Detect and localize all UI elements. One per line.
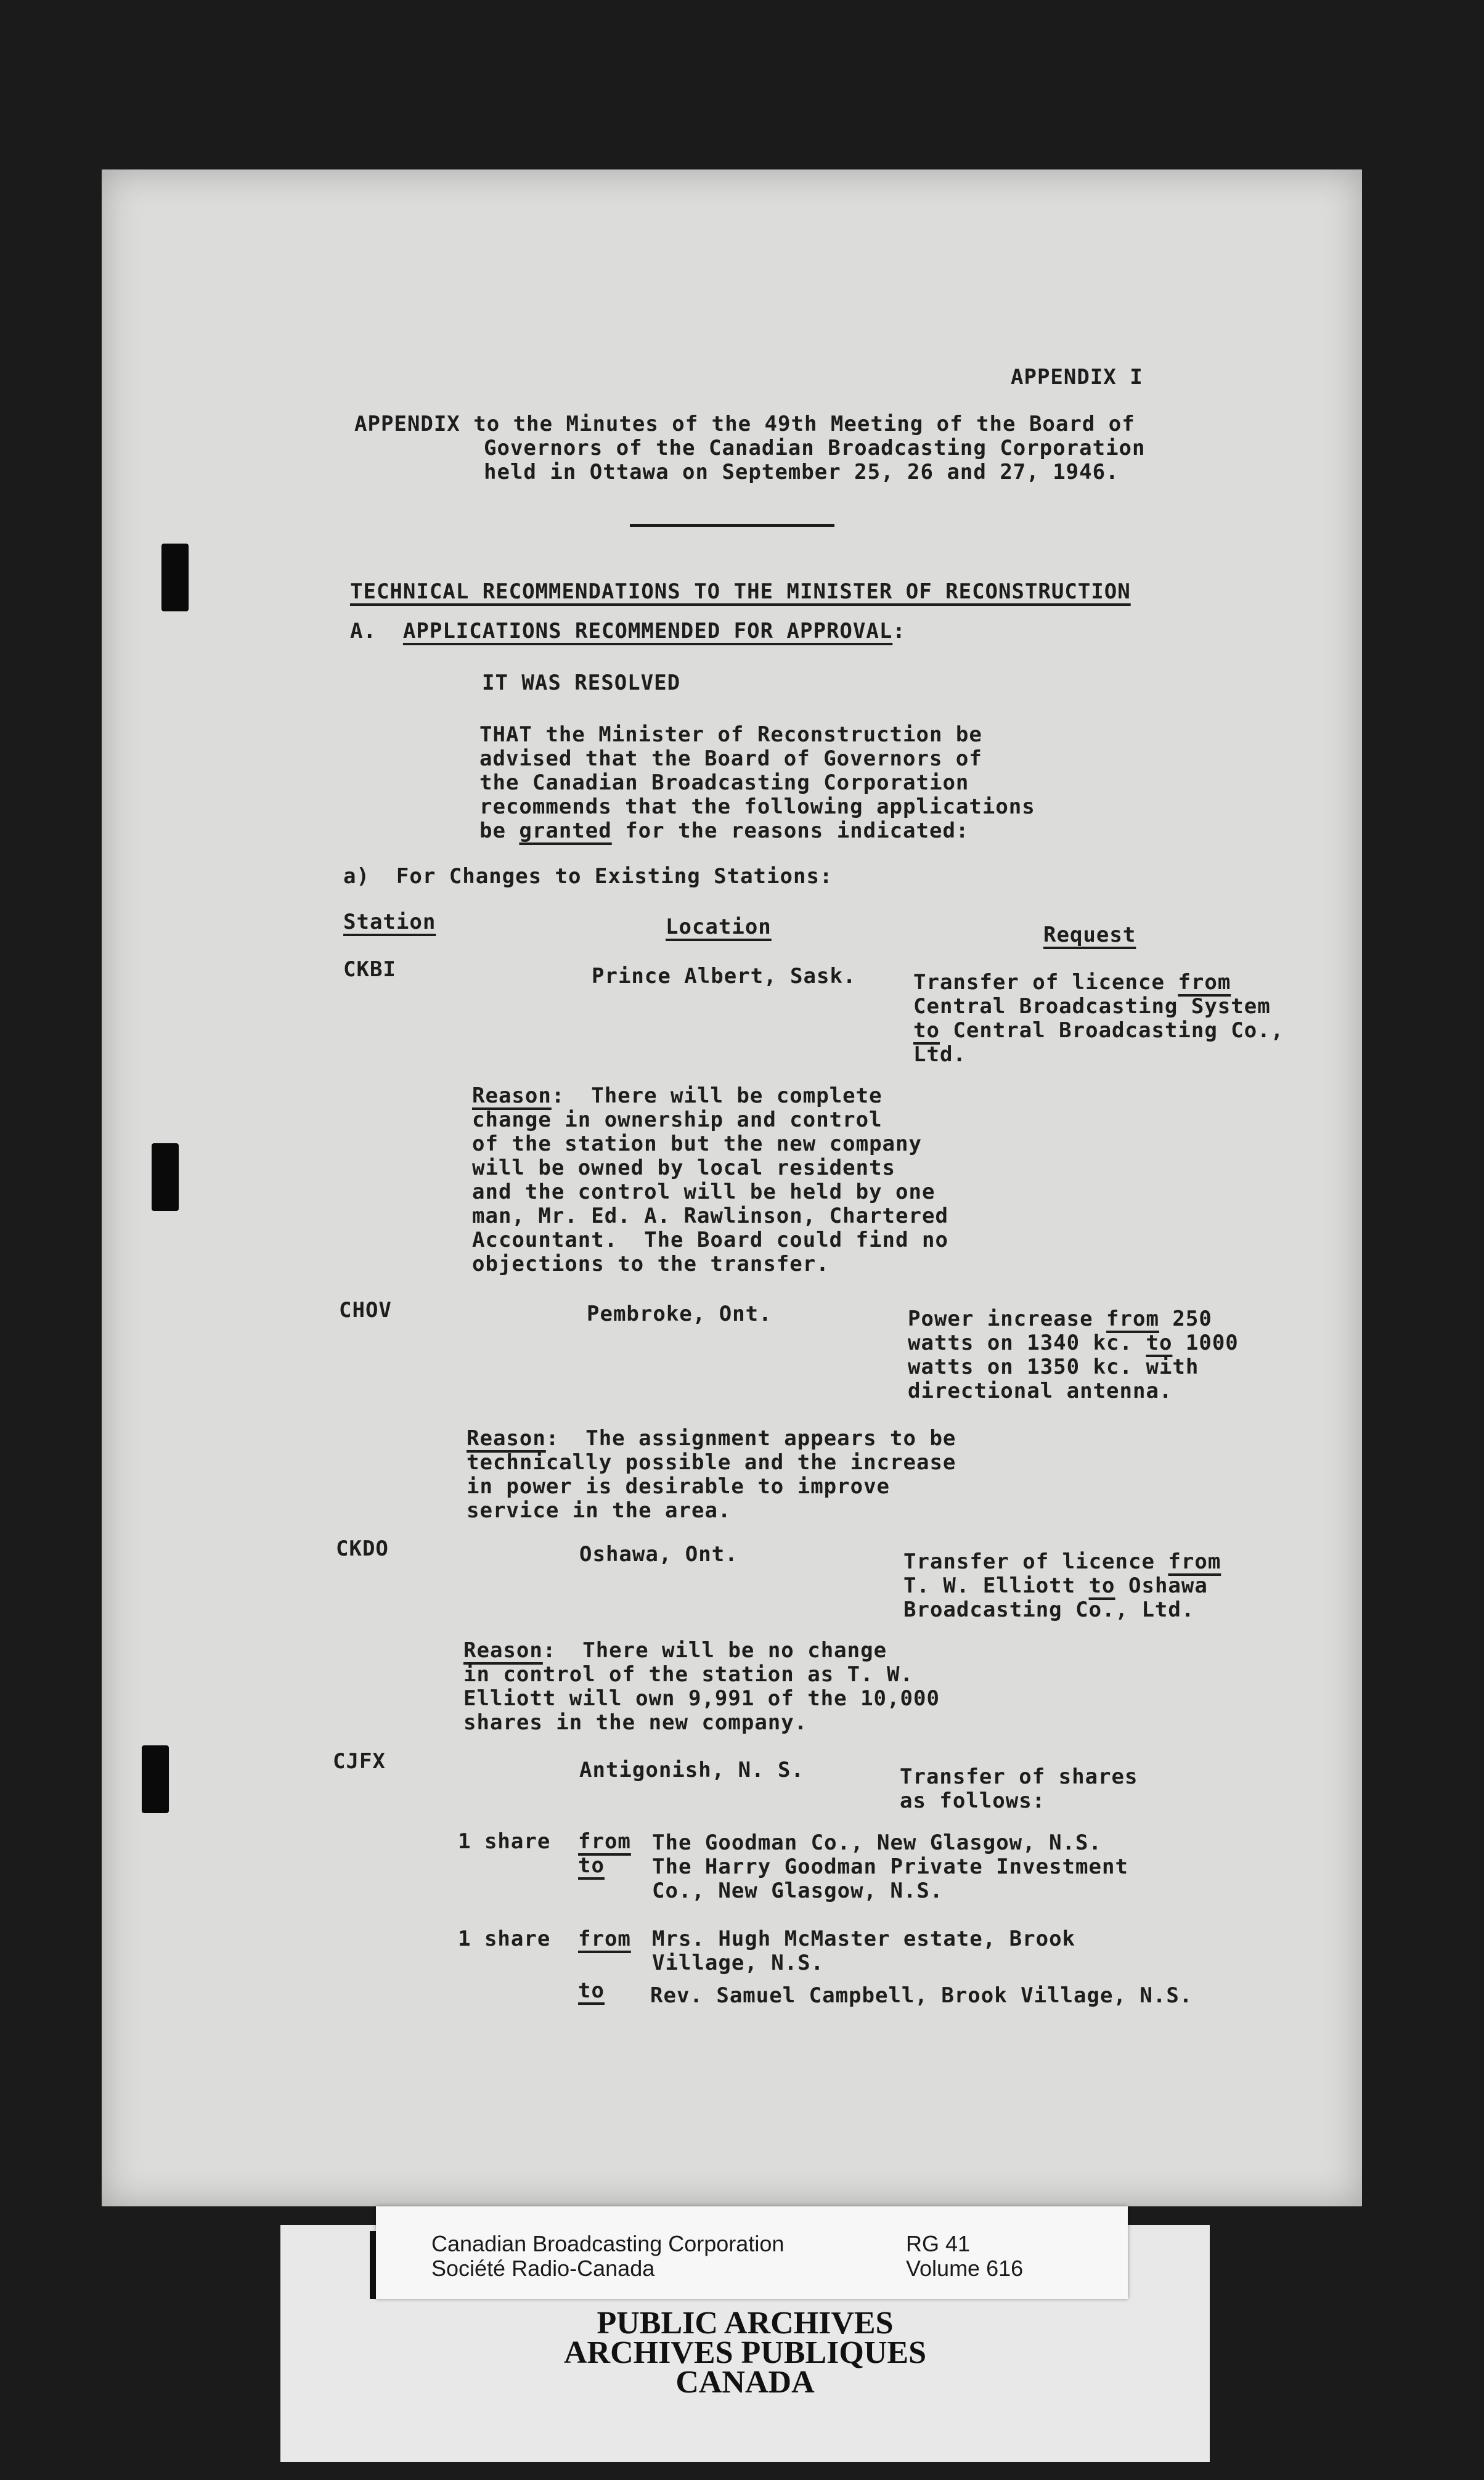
chov-to: to: [1146, 1331, 1173, 1355]
binder-tab-middle: [152, 1143, 179, 1211]
header-divider: [630, 524, 834, 527]
cjfx-request-2: as follows:: [900, 1789, 1046, 1813]
chov-reason-label: Reason: [467, 1426, 546, 1451]
cjfx-share1-to-text-1: The Harry Goodman Private Investment: [652, 1854, 1128, 1879]
part-a-heading: a) For Changes to Existing Stations:: [343, 864, 833, 889]
cjfx-location: Antigonish, N. S.: [579, 1758, 804, 1782]
cjfx-share2-to: to: [578, 1978, 605, 2003]
cjfx-request-1: Transfer of shares: [900, 1764, 1138, 1789]
ckbi-request-4: Ltd.: [913, 1042, 966, 1067]
ckdo-reason-label: Reason: [463, 1638, 543, 1663]
intro-line-2: Governors of the Canadian Broadcasting Corporation: [484, 436, 1146, 460]
ckbi-reason-2: change in ownership and control: [472, 1107, 883, 1132]
cjfx-share1-label: 1 share: [458, 1829, 551, 1854]
ckdo-station: CKDO: [336, 1536, 389, 1561]
chov-request-text: Power increase: [908, 1307, 1107, 1331]
resolution-line-1: THAT the Minister of Reconstruction be: [479, 722, 982, 747]
ckbi-request-text: Transfer of licence: [913, 970, 1178, 995]
org-name-en: Canadian Broadcasting Corporation: [431, 2231, 785, 2256]
chov-request-1: [908, 1307, 1212, 1331]
subsection-colon: :: [892, 619, 906, 643]
ckdo-request-2: [903, 1573, 1208, 1598]
resolution-text: be: [479, 818, 520, 843]
chov-request-4: directional antenna.: [908, 1379, 1173, 1403]
ckdo-request-text: Transfer of licence: [903, 1549, 1168, 1574]
resolution-line-5: [479, 818, 969, 843]
ckdo-reason-4: shares in the new company.: [463, 1710, 808, 1735]
ckbi-reason-text: : There will be complete: [551, 1083, 883, 1108]
ckdo-reason-text: : There will be no change: [542, 1638, 887, 1663]
chov-location: Pembroke, Ont.: [587, 1302, 772, 1326]
subsection-letter: A.: [350, 619, 377, 643]
binder-tab-bottom: [142, 1745, 169, 1813]
ckbi-reason-5: and the control will be held by one: [472, 1180, 936, 1204]
ckbi-reason-3: of the station but the new company: [472, 1132, 922, 1156]
chov-request-text-b: 250: [1159, 1307, 1212, 1331]
resolution-line-4: recommends that the following applications: [479, 794, 1035, 819]
ckbi-reason-8: objections to the transfer.: [472, 1252, 830, 1276]
ckbi-to: to: [913, 1018, 940, 1043]
cjfx-share2-from-text-1: Mrs. Hugh McMaster estate, Brook: [652, 1927, 1076, 1951]
archive-stamp-3: CANADA: [675, 2365, 815, 2400]
ckdo-request-3: Broadcasting Co., Ltd.: [903, 1597, 1195, 1622]
resolution-line-2: advised that the Board of Governors of: [479, 746, 982, 771]
record-group: RG 41: [906, 2231, 971, 2256]
resolution-text-end: for the reasons indicated:: [611, 818, 969, 843]
intro-line-1: APPENDIX to the Minutes of the 49th Meeting of the Board of: [354, 412, 1135, 436]
binder-tab-top: [161, 544, 189, 611]
ckbi-reason-4: will be owned by local residents: [472, 1156, 896, 1180]
chov-reason-4: service in the area.: [467, 1498, 732, 1523]
chov-request-3: watts on 1350 kc. with: [908, 1355, 1199, 1379]
ckbi-request-text-3: Central Broadcasting Co.,: [939, 1018, 1284, 1043]
appendix-label: APPENDIX I: [1011, 365, 1143, 390]
column-location: Location: [666, 915, 772, 939]
ckdo-reason-1: [463, 1638, 887, 1663]
cjfx-share1-to-text-2: Co., New Glasgow, N.S.: [652, 1878, 944, 1903]
subsection-title: APPLICATIONS RECOMMENDED FOR APPROVAL: [402, 619, 893, 643]
chov-station: CHOV: [339, 1298, 392, 1323]
ckdo-location: Oshawa, Ont.: [579, 1542, 738, 1567]
column-request: Request: [1043, 923, 1136, 947]
cjfx-station: CJFX: [333, 1749, 386, 1774]
chov-request-2: [908, 1331, 1239, 1355]
archive-reference-card: [376, 2206, 1128, 2299]
ckbi-request-1: [913, 970, 1231, 995]
intro-line-3: held in Ottawa on September 25, 26 and 27, 1946.: [484, 460, 1119, 484]
chov-reason-1: [467, 1426, 956, 1451]
cjfx-share2-to-text: Rev. Samuel Campbell, Brook Village, N.S.: [650, 1983, 1193, 2008]
ckdo-from: from: [1168, 1549, 1221, 1574]
cjfx-share1-from: from: [578, 1829, 631, 1854]
ckdo-reason-3: Elliott will own 9,991 of the 10,000: [463, 1686, 940, 1711]
org-name-fr: Société Radio-Canada: [431, 2256, 655, 2281]
section-title: TECHNICAL RECOMMENDATIONS TO THE MINISTER OF RECONSTRUCTION: [350, 579, 1131, 604]
ckbi-request-2: Central Broadcasting System: [913, 994, 1271, 1019]
archive-stamp-2: ARCHIVES PUBLIQUES: [563, 2335, 927, 2370]
resolution-line-3: the Canadian Broadcasting Corporation: [479, 770, 969, 795]
ckbi-reason-label: Reason: [472, 1083, 552, 1108]
ckbi-reason-6: man, Mr. Ed. A. Rawlinson, Chartered: [472, 1204, 948, 1228]
resolved-heading: IT WAS RESOLVED: [482, 671, 681, 695]
cjfx-share2-label: 1 share: [458, 1927, 551, 1951]
chov-request-text-2b: 1000: [1172, 1331, 1239, 1355]
ckdo-to: to: [1088, 1573, 1115, 1598]
ckbi-reason-7: Accountant. The Board could find no: [472, 1228, 948, 1252]
ckbi-station: CKBI: [343, 957, 396, 982]
chov-from: from: [1106, 1307, 1159, 1331]
cjfx-share1-to: to: [578, 1853, 605, 1878]
ckbi-request-3: [913, 1018, 1284, 1043]
volume-number: Volume 616: [906, 2256, 1024, 2281]
chov-reason-3: in power is desirable to improve: [467, 1474, 891, 1499]
cjfx-share2-from: from: [578, 1927, 631, 1951]
cjfx-share2-from-text-2: Village, N.S.: [652, 1951, 825, 1975]
ckdo-request-text-2: T. W. Elliott: [903, 1573, 1089, 1598]
ckbi-reason-1: [472, 1083, 883, 1108]
cjfx-share1-from-text: The Goodman Co., New Glasgow, N.S.: [652, 1830, 1102, 1855]
archive-stamp-1: PUBLIC ARCHIVES: [597, 2306, 894, 2341]
subsection-heading: [350, 619, 906, 643]
ckbi-location: Prince Albert, Sask.: [592, 964, 857, 989]
ckbi-from: from: [1178, 970, 1231, 995]
ckdo-reason-2: in control of the station as T. W.: [463, 1662, 913, 1687]
ckdo-request-1: [903, 1549, 1221, 1574]
column-station: Station: [343, 910, 436, 934]
chov-reason-2: technically possible and the increase: [467, 1450, 956, 1475]
chov-reason-text: : The assignment appears to be: [545, 1426, 956, 1451]
granted-word: granted: [519, 818, 612, 843]
ckdo-request-text-2b: Oshawa: [1115, 1573, 1208, 1598]
chov-request-text-2: watts on 1340 kc.: [908, 1331, 1146, 1355]
